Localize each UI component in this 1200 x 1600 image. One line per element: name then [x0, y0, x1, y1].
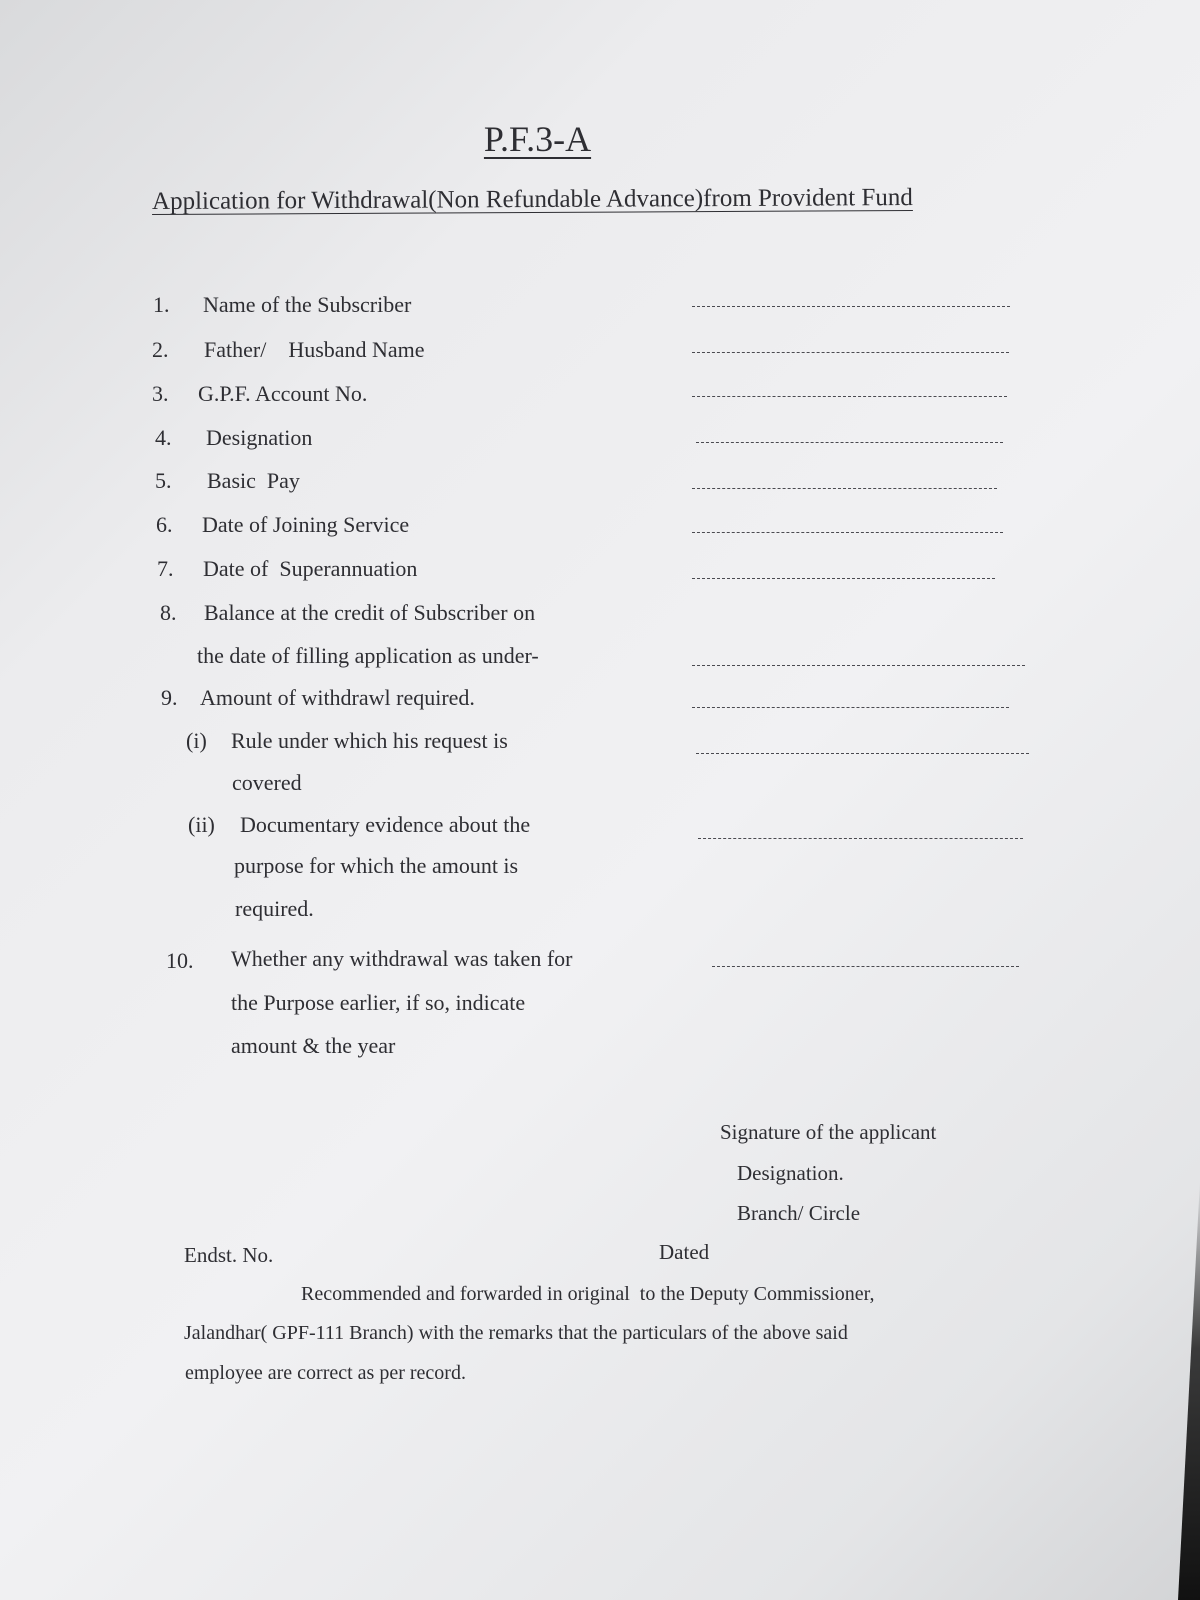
item-2-blank-line[interactable]: [692, 352, 1009, 353]
item-6-blank-line[interactable]: [692, 532, 1003, 533]
item-8-blank-line[interactable]: [692, 665, 1025, 666]
branch-circle-label: Branch/ Circle: [737, 1201, 861, 1225]
endorsement-text-line2: Jalandhar( GPF-111 Branch) with the remarks that the particulars of the above said: [184, 1322, 848, 1344]
item-3-blank-line[interactable]: [692, 396, 1007, 397]
item-2-number: 2.: [152, 337, 169, 362]
form-code: P.F.3-A: [483, 119, 592, 159]
item-9ii-label: Documentary evidence about the: [240, 812, 531, 837]
item-10-label-line3: amount & the year: [231, 1033, 396, 1058]
item-9i-label-line2: covered: [232, 770, 302, 795]
item-9-blank-line[interactable]: [692, 707, 1009, 708]
item-8-label: Balance at the credit of Subscriber on: [204, 600, 536, 625]
item-9i-number: (i): [186, 728, 207, 753]
item-9ii-blank-line[interactable]: [698, 838, 1023, 839]
item-9i-label: Rule under which his request is: [231, 728, 508, 753]
item-10-label: Whether any withdrawal was taken for: [231, 946, 573, 971]
item-10-label-line2: the Purpose earlier, if so, indicate: [231, 990, 526, 1015]
item-1-number: 1.: [153, 292, 170, 317]
item-5-blank-line[interactable]: [692, 488, 997, 489]
item-9ii-label-line2: purpose for which the amount is: [234, 853, 519, 878]
endorsement-text-line1: Recommended and forwarded in original to the Deputy Commissioner,: [301, 1283, 875, 1305]
item-8-number: 8.: [160, 600, 177, 625]
endst-no-label: Endst. No.: [184, 1243, 274, 1267]
item-1-blank-line[interactable]: [692, 306, 1010, 307]
item-9ii-label-line3: required.: [235, 896, 314, 921]
item-3-number: 3.: [152, 381, 169, 406]
item-9-number: 9.: [161, 685, 178, 710]
item-4-blank-line[interactable]: [696, 442, 1003, 443]
item-7-blank-line[interactable]: [692, 578, 995, 579]
item-6-label: Date of Joining Service: [202, 512, 410, 537]
item-9ii-number: (ii): [188, 812, 215, 837]
item-6-number: 6.: [156, 512, 173, 537]
item-8-label-line2: the date of filling application as under-: [197, 643, 539, 668]
form-title: Application for Withdrawal(Non Refundable Advance)from Provident Fund: [151, 184, 913, 215]
endorsement-text-line3: employee are correct as per record.: [185, 1362, 466, 1384]
item-10-blank-line[interactable]: [712, 966, 1019, 967]
item-7-number: 7.: [157, 556, 174, 581]
signature-label: Signature of the applicant: [720, 1120, 937, 1144]
item-4-number: 4.: [155, 425, 172, 450]
item-7-label: Date of Superannuation: [203, 556, 418, 581]
item-5-number: 5.: [155, 468, 172, 493]
designation-label: Designation.: [737, 1161, 844, 1185]
item-10-number: 10.: [166, 948, 194, 973]
page-edge-shadow: [1178, 1180, 1200, 1600]
item-3-label: G.P.F. Account No.: [198, 381, 368, 406]
item-4-label: Designation: [206, 425, 313, 450]
item-2-label: Father/ Husband Name: [204, 337, 425, 362]
item-1-label: Name of the Subscriber: [203, 292, 412, 317]
item-5-label: Basic Pay: [207, 468, 300, 493]
item-9i-blank-line[interactable]: [696, 753, 1029, 754]
item-9-label: Amount of withdrawl required.: [200, 685, 475, 710]
dated-label: Dated: [659, 1240, 710, 1264]
